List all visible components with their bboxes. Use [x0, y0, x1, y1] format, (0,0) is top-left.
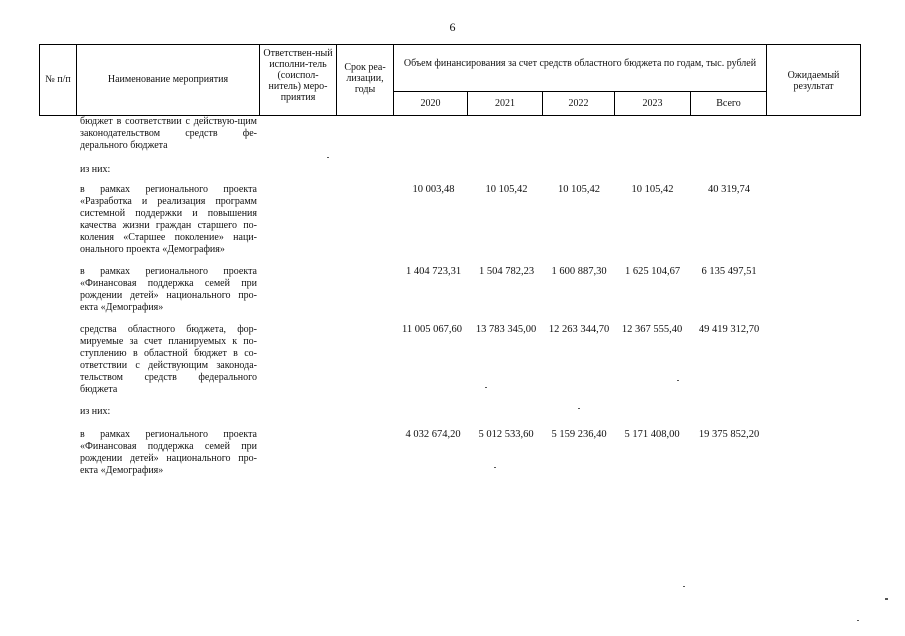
value-2021: 1 504 782,23: [478, 266, 535, 277]
value-2022: 12 263 344,70: [548, 324, 610, 335]
value-2023: 5 171 408,00: [624, 429, 680, 440]
value-total: 19 375 852,20: [698, 429, 760, 440]
row-text: в рамках регионального проекта «Финансовая поддержка семей при рождении детей» национального про-екта «Демография»: [80, 429, 257, 476]
value-2022: 10 105,42: [558, 184, 600, 195]
header-year-2021: 2021: [495, 98, 515, 109]
header-term: Срок реа-лизации, годы: [344, 62, 386, 95]
value-2021: 10 105,42: [485, 184, 528, 195]
header-result: Ожидаемый результат: [787, 70, 840, 92]
value-2022: 1 600 887,30: [551, 266, 607, 277]
value-2021: 5 012 533,60: [478, 429, 534, 440]
value-2020: 4 032 674,20: [405, 429, 461, 440]
value-2021: 13 783 345,00: [475, 324, 537, 335]
header-responsible: Ответствен-ный исполни-тель (соиспол-нитель) меро-приятия: [263, 48, 333, 103]
header-year-2020: 2020: [420, 98, 441, 109]
row-text: бюджет в соответствии с действую-щим законодательством средств фе-дерального бюджета: [80, 116, 257, 151]
value-2020: 1 404 723,31: [405, 266, 462, 277]
value-total: 49 419 312,70: [698, 324, 760, 335]
row-text: в рамках регионального проекта «Разработка и реализация программ системной поддержки и повышения качества жизни граждан старшего по-коления «Старшее поколение» наци-онального проекта «Демография»: [80, 184, 257, 255]
header-funding: Объем финансирования за счет средств областного бюджета по годам, тыс. рублей: [403, 58, 757, 69]
value-2023: 12 367 555,40: [621, 324, 683, 335]
value-total: 40 319,74: [708, 184, 750, 195]
value-2023: 1 625 104,67: [624, 266, 681, 277]
row-text: из них:: [80, 164, 111, 175]
header-num: № п/п: [45, 74, 71, 85]
row-text: из них:: [80, 406, 111, 417]
header-name: Наименование мероприятия: [107, 74, 229, 85]
row-text: средства областного бюджета, фор-мируемые за счет планируемых к по-ступлению в областной бюджет в со-ответствии с действующим законода-тельством средств федерального бюджета: [80, 324, 257, 395]
header-year-total: Всего: [716, 98, 741, 109]
header-year-2022: 2022: [568, 98, 589, 109]
value-2023: 10 105,42: [631, 184, 674, 195]
value-total: 6 135 497,51: [701, 266, 757, 277]
value-2022: 5 159 236,40: [551, 429, 607, 440]
header-year-2023: 2023: [642, 98, 663, 109]
page-number: 6: [449, 20, 456, 34]
value-2020: 11 005 067,60: [402, 324, 462, 335]
row-text: в рамках регионального проекта «Финансовая поддержка семей при рождении детей» национального про-екта «Демография»: [80, 266, 257, 313]
value-2020: 10 003,48: [412, 184, 455, 195]
